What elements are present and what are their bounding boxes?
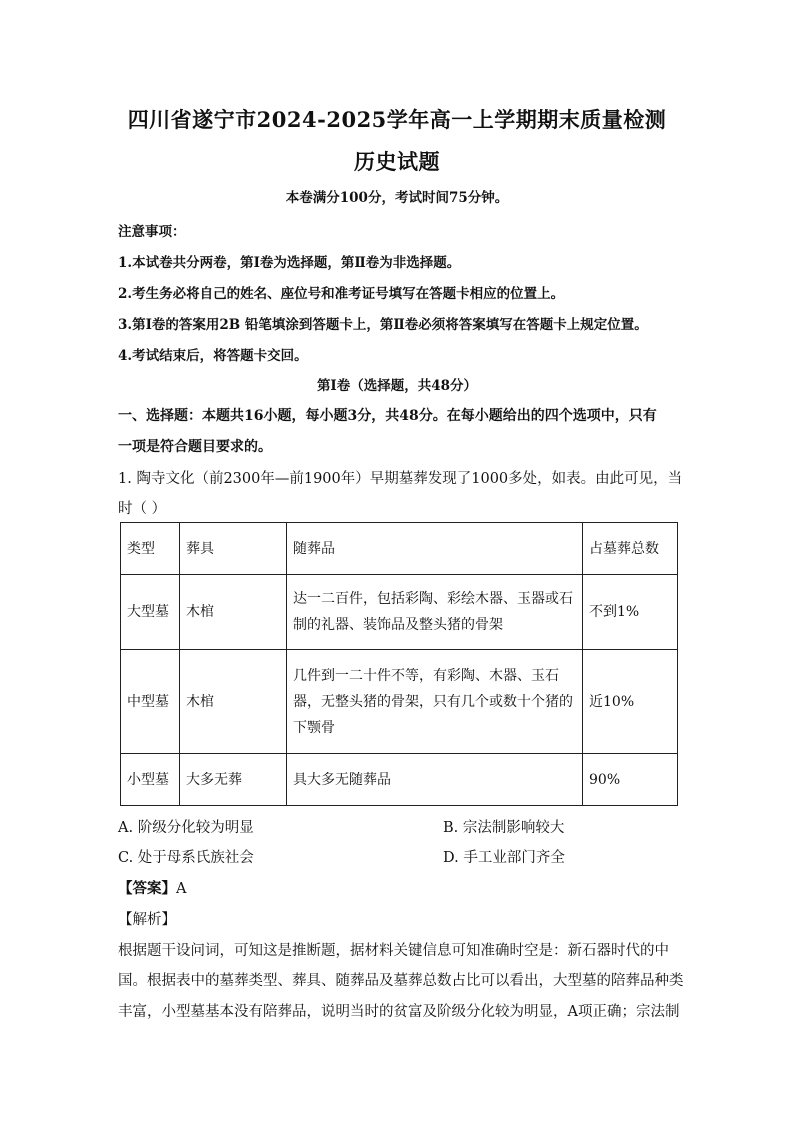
answer-label: 【答案】 — [118, 880, 176, 897]
header-share: 占墓葬总数 — [583, 523, 678, 575]
answer-line — [118, 877, 186, 898]
header-coffin: 葬具 — [180, 523, 287, 575]
goods-line: 达一二百件，包括彩陶、彩绘木器、玉器或石 — [293, 591, 573, 607]
cell-goods — [287, 650, 583, 754]
notice-item-3: 3.第Ⅰ卷的答案用2B 铅笔填涂到答题卡上，第Ⅱ卷必须将答案填写在答题卡上规定位置。 — [118, 317, 648, 333]
analysis-line-2: 国。根据表中的墓葬类型、葬具、随葬品及墓葬总数占比可以看出，大型墓的陪葬品种类 — [118, 973, 684, 989]
analysis-label: 【解析】 — [118, 912, 176, 928]
analysis-line-3: 丰富，小型墓基本没有陪葬品，说明当时的贫富及阶级分化较为明显，A项正确；宗法制 — [118, 1004, 680, 1020]
subject-title: 历史试题 — [354, 149, 440, 174]
notice-heading: 注意事项： — [118, 224, 186, 240]
question-stem-1: 1. 陶寺文化（前2300年—前1900年）早期墓葬发现了1000多处，如表。由此可见，当 — [118, 471, 683, 487]
table-row — [121, 575, 678, 650]
table-row — [121, 754, 678, 806]
option-d: D. 手工业部门齐全 — [443, 850, 565, 866]
goods-line: 制的礼器、装饰品及整头猪的骨架 — [293, 617, 503, 633]
notice-item-1: 1.本试卷共分两卷，第Ⅰ卷为选择题，第Ⅱ卷为非选择题。 — [118, 255, 461, 271]
cell-coffin: 木棺 — [180, 575, 287, 650]
cell-coffin: 木棺 — [180, 650, 287, 754]
cell-share: 90% — [583, 754, 678, 806]
question-stem-2: 时（ ） — [118, 501, 167, 517]
analysis-line-1: 根据题干设问词，可知这是推断题，据材料关键信息可知准确时空是：新石器时代的中 — [118, 943, 669, 959]
goods-line: 器，无整头猪的骨架，只有几个或数十个猪的 — [293, 693, 573, 710]
option-b: B. 宗法制影响较大 — [443, 820, 565, 836]
exam-title: 四川省遂宁市2024-2025学年高一上学期期末质量检测 — [127, 107, 667, 132]
cell-share: 近10% — [583, 650, 678, 754]
cell-goods — [287, 754, 583, 806]
cell-type: 中型墓 — [121, 650, 180, 754]
goods-line: 下颚骨 — [293, 719, 335, 736]
table-header-row — [121, 523, 678, 575]
cell-share: 不到1% — [583, 575, 678, 650]
option-a: A. 阶级分化较为明显 — [118, 820, 254, 836]
notice-item-4: 4.考试结束后，将答题卡交回。 — [118, 348, 308, 364]
cell-type: 小型墓 — [121, 754, 180, 806]
cell-type: 大型墓 — [121, 575, 180, 650]
tomb-table — [120, 522, 678, 806]
option-c: C. 处于母系氏族社会 — [118, 850, 254, 866]
section-instruction-1: 一、选择题：本题共16小题，每小题3分，共48分。在每小题给出的四个选项中，只有 — [118, 408, 657, 424]
goods-line: 具大多无随葬品 — [293, 771, 391, 788]
notice-item-2: 2.考生务必将自己的姓名、座位号和准考证号填写在答题卡相应的位置上。 — [118, 286, 565, 302]
answer-value: A — [176, 881, 187, 897]
header-goods: 随葬品 — [287, 523, 583, 575]
cell-goods — [287, 575, 583, 650]
table-row — [121, 650, 678, 754]
section-heading: 第Ⅰ卷（选择题，共48分） — [316, 378, 478, 394]
cell-coffin: 大多无葬 — [180, 754, 287, 806]
exam-info: 本卷满分100分，考试时间75分钟。 — [285, 190, 509, 206]
section-instruction-2: 一项是符合题目要求的。 — [118, 439, 272, 455]
header-type: 类型 — [121, 523, 180, 575]
goods-line: 几件到一二十件不等，有彩陶、木器、玉石 — [293, 667, 559, 684]
